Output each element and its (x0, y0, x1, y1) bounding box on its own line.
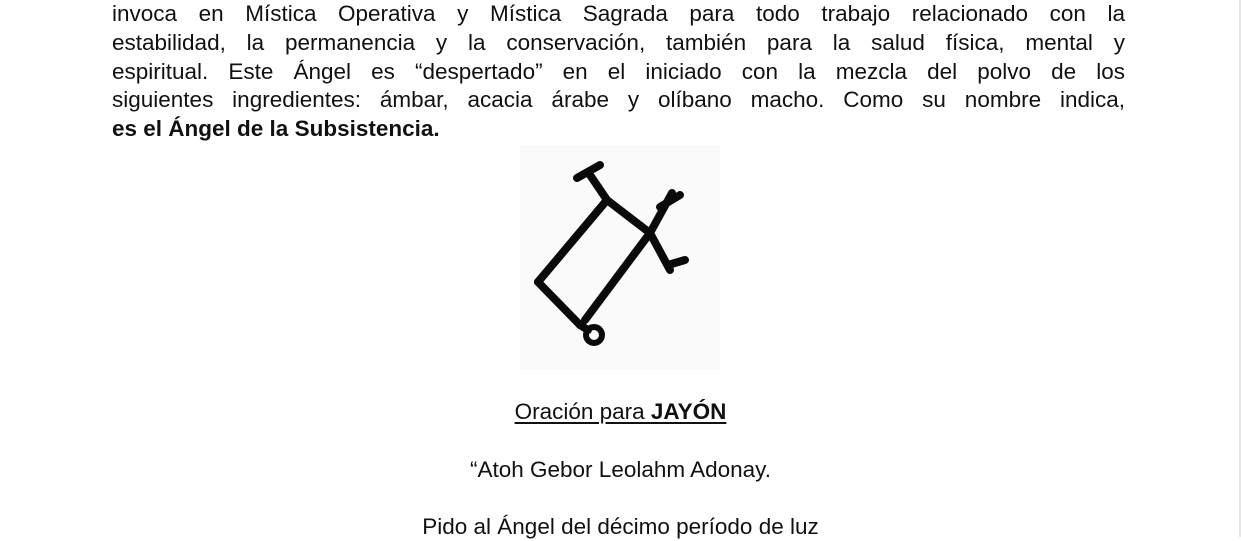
paragraph-line-3: espiritual. Este Ángel es “despertado” en el iniciado con la mezcla del polvo de los (112, 58, 1125, 84)
prayer-title-prefix: Oración para (514, 399, 651, 424)
paragraph-line-1: invoca en Mística Operativa y Mística Sagrada para todo trabajo relacionado con la (112, 1, 1125, 26)
prayer-invocation: “Atoh Gebor Leolahm Adonay. (469, 457, 772, 482)
prayer-title (0, 398, 1241, 426)
angel-sigil-icon (520, 145, 720, 370)
prayer-petition: Pido al Ángel del décimo período de luz (422, 514, 819, 539)
paragraph-line-4: siguientes ingredientes: ámbar, acacia árabe y olíbano macho. Como su nombre indica, (112, 87, 1125, 113)
angel-sigil-image (520, 145, 720, 370)
description-paragraph (112, 0, 1125, 144)
prayer-title-name: JAYÓN (650, 399, 727, 424)
paragraph-line-2: estabilidad, la permanencia y la conservación, también para la salud física, mental y (112, 29, 1125, 55)
paragraph-line-5-bold: es el Ángel de la Subsistencia. (112, 116, 440, 142)
